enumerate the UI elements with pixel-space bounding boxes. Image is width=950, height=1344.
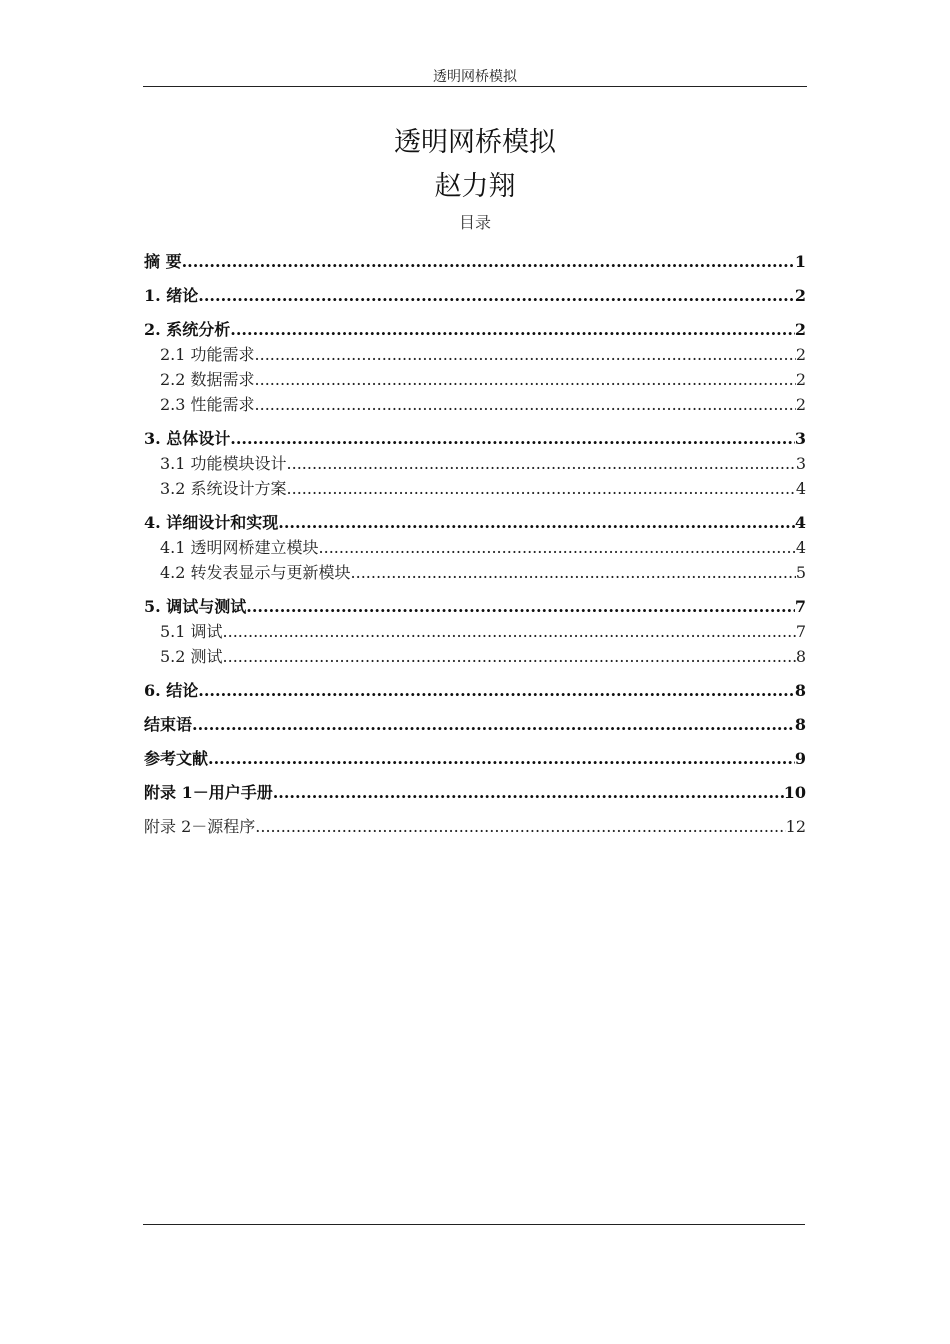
toc-entry-page-number: 7 [795, 622, 806, 641]
toc-entry[interactable] [144, 451, 806, 476]
toc-entry-label: 摘 要 [144, 252, 182, 271]
toc-entry[interactable] [144, 560, 806, 585]
toc-leader-dots [255, 392, 796, 417]
toc-entry-page-number: 2 [795, 345, 806, 364]
toc-entry-label: 3.1 功能模块设计 [160, 454, 287, 473]
toc-entry-label: 1. 绪论 [144, 286, 199, 305]
toc-leader-dots [246, 594, 795, 619]
toc-entry-page-number: 4 [795, 479, 806, 498]
toc-entry[interactable] [144, 814, 806, 839]
toc-leader-dots [208, 746, 795, 771]
toc-entry[interactable] [144, 510, 806, 535]
toc-entry-label: 4. 详细设计和实现 [144, 513, 279, 532]
toc-leader-dots [255, 367, 796, 392]
toc-entry-page-number: 5 [795, 563, 806, 582]
toc-leader-dots [278, 510, 795, 535]
toc-entry-label: 5.1 调试 [160, 622, 223, 641]
toc-entry-page-number: 2 [795, 395, 806, 414]
document-title: 透明网桥模拟 [394, 127, 556, 158]
toc-entry-label: 2.2 数据需求 [160, 370, 255, 389]
toc-leader-dots [198, 283, 795, 308]
toc-leader-dots [223, 619, 796, 644]
toc-entry-page-number: 1 [794, 252, 806, 271]
toc-leader-dots [230, 426, 795, 451]
toc-entry-label: 4.1 透明网桥建立模块 [160, 538, 319, 557]
toc-entry[interactable] [144, 594, 806, 619]
toc-entry-label: 6. 结论 [144, 681, 199, 700]
toc-entry[interactable] [144, 392, 806, 417]
toc-entry[interactable] [144, 712, 806, 737]
toc-leader-dots [287, 476, 796, 501]
toc-leader-dots [273, 780, 784, 805]
toc-leader-dots [255, 342, 796, 367]
toc-heading: 目录 [458, 213, 491, 232]
toc-entry[interactable] [144, 317, 806, 342]
footer-rule [143, 1224, 805, 1225]
toc-entry-label: 2.3 性能需求 [160, 395, 255, 414]
toc-entry[interactable] [144, 283, 806, 308]
toc-entry[interactable] [144, 619, 806, 644]
toc-entry-page-number: 3 [794, 429, 806, 448]
toc-entry-label: 附录 1－用户手册 [144, 783, 273, 802]
toc-entry[interactable] [144, 476, 806, 501]
table-of-contents [144, 249, 806, 839]
toc-leader-dots [223, 644, 796, 669]
toc-leader-dots [182, 249, 795, 274]
toc-entry-label: 5. 调试与测试 [144, 597, 247, 616]
toc-entry[interactable] [144, 644, 806, 669]
toc-entry-page-number: 4 [794, 513, 806, 532]
toc-entry[interactable] [144, 535, 806, 560]
toc-entry-page-number: 10 [783, 783, 806, 802]
toc-entry-label: 4.2 转发表显示与更新模块 [160, 563, 351, 582]
toc-entry-page-number: 2 [795, 370, 806, 389]
toc-entry-page-number: 12 [785, 817, 806, 836]
running-header: 透明网桥模拟 [433, 69, 517, 85]
toc-entry-label: 参考文献 [144, 749, 209, 768]
toc-entry-page-number: 2 [794, 286, 806, 305]
document-author: 赵力翔 [434, 171, 516, 202]
toc-leader-dots [198, 678, 795, 703]
toc-entry-page-number: 8 [794, 681, 806, 700]
toc-entry-label: 2.1 功能需求 [160, 345, 255, 364]
toc-entry-label: 附录 2－源程序 [144, 817, 256, 836]
toc-entry[interactable] [144, 780, 806, 805]
toc-entry-page-number: 4 [795, 538, 806, 557]
toc-entry[interactable] [144, 678, 806, 703]
toc-entry-page-number: 8 [795, 647, 806, 666]
toc-leader-dots [230, 317, 795, 342]
toc-leader-dots [351, 560, 796, 585]
toc-leader-dots [255, 814, 785, 839]
toc-entry-page-number: 8 [794, 715, 806, 734]
header-rule [143, 86, 807, 87]
toc-entry[interactable] [144, 249, 806, 274]
toc-entry-label: 5.2 测试 [160, 647, 223, 666]
toc-entry[interactable] [144, 342, 806, 367]
toc-entry-page-number: 2 [794, 320, 806, 339]
toc-entry-page-number: 7 [794, 597, 806, 616]
toc-entry-label: 2. 系统分析 [144, 320, 231, 339]
toc-leader-dots [287, 451, 796, 476]
toc-entry-page-number: 3 [795, 454, 806, 473]
toc-entry[interactable] [144, 367, 806, 392]
toc-entry-label: 3. 总体设计 [144, 429, 231, 448]
toc-entry-label: 结束语 [144, 715, 193, 734]
toc-leader-dots [319, 535, 796, 560]
toc-entry-page-number: 9 [794, 749, 806, 768]
toc-entry[interactable] [144, 426, 806, 451]
toc-entry[interactable] [144, 746, 806, 771]
toc-entry-label: 3.2 系统设计方案 [160, 479, 287, 498]
toc-leader-dots [192, 712, 795, 737]
